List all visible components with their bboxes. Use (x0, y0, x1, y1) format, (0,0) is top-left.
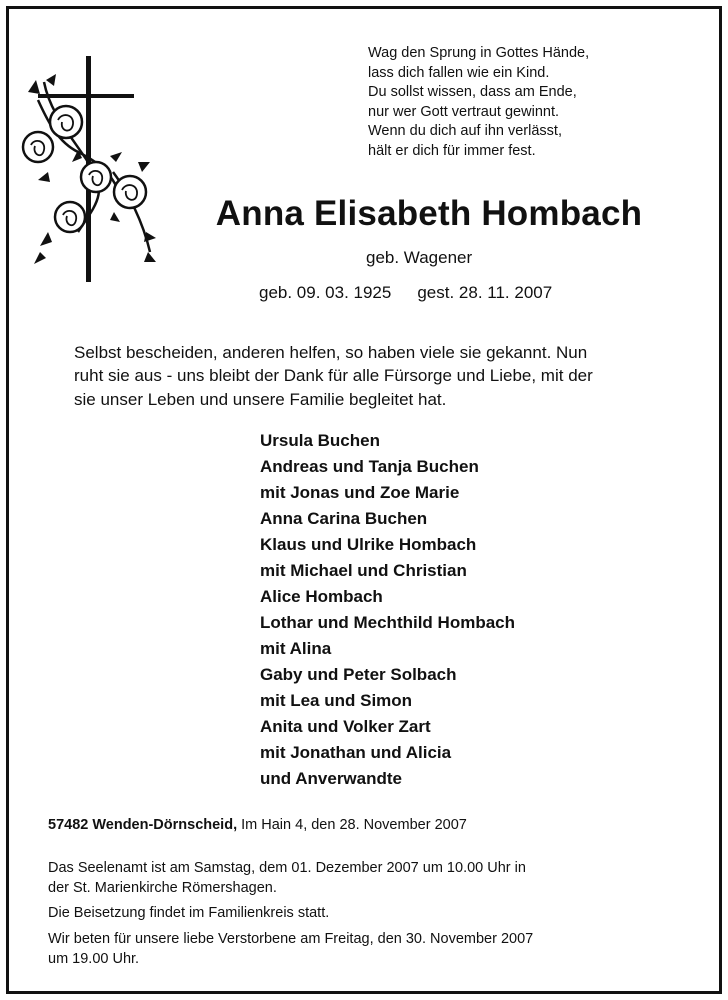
mourner-line: Klaus und Ulrike Hombach (260, 535, 477, 554)
notice-line: um 19.00 Uhr. (48, 950, 140, 967)
notice-line: Wir beten für unsere liebe Verstorbene am Freitag, den 30. November 2007 (48, 931, 534, 947)
place-and-date (48, 817, 467, 833)
place-address-date: Im Hain 4, den 28. November 2007 (237, 817, 467, 833)
birth-date: geb. 09. 03. 1925 (259, 283, 392, 302)
mourners-list (260, 428, 515, 792)
cross-with-roses-icon (18, 52, 168, 284)
mourner-line: mit Lea und Simon (260, 691, 413, 710)
mourner-line: mit Alina (260, 639, 332, 658)
mourner-line: Gaby und Peter Solbach (260, 665, 457, 684)
tribute-line: ruht sie aus - uns bleibt der Dank für alle Fürsorge und Liebe, mit der (74, 366, 593, 386)
death-date: gest. 28. 11. 2007 (417, 283, 553, 302)
poem-line: lass dich fallen wie ein Kind. (368, 64, 550, 81)
maiden-name: geb. Wagener (366, 248, 473, 267)
poem-line: nur wer Gott vertraut gewinnt. (368, 103, 559, 120)
poem-line: hält er dich für immer fest. (368, 142, 536, 159)
poem-line: Wag den Sprung in Gottes Hände, (368, 45, 590, 61)
notice-line: Das Seelenamt ist am Samstag, dem 01. Dezember 2007 um 10.00 Uhr in (48, 860, 526, 876)
mourner-line: Alice Hombach (260, 587, 383, 606)
poem-line: Du sollst wissen, dass am Ende, (368, 84, 577, 101)
mourner-line: mit Michael und Christian (260, 561, 467, 580)
notice-line: der St. Marienkirche Römershagen. (48, 879, 277, 896)
tribute-text (74, 341, 674, 411)
poem (368, 44, 589, 162)
place-town: 57482 Wenden-Dörnscheid, (48, 817, 238, 833)
deceased-name: Anna Elisabeth Hombach (215, 194, 643, 233)
mourner-line: mit Jonas und Zoe Marie (260, 483, 460, 502)
mourner-line: Andreas und Tanja Buchen (260, 457, 479, 476)
mourner-line: Lothar und Mechthild Hombach (260, 613, 515, 632)
tribute-line: Selbst bescheiden, anderen helfen, so haben viele sie gekannt. Nun (74, 343, 588, 362)
requiem-notice (48, 859, 526, 898)
mourner-line: Anita und Volker Zart (260, 717, 431, 736)
poem-line: Wenn du dich auf ihn verlässt, (368, 123, 562, 140)
mourner-line: und Anverwandte (260, 769, 402, 788)
burial-notice (48, 904, 329, 924)
notice-line: Die Beisetzung findet im Familienkreis statt. (48, 905, 330, 921)
prayer-notice (48, 930, 533, 969)
mourner-line: Ursula Buchen (260, 431, 380, 450)
life-dates (259, 283, 552, 303)
mourner-line: Anna Carina Buchen (260, 509, 428, 528)
tribute-line: sie unser Leben und unsere Familie begleitet hat. (74, 389, 447, 409)
mourner-line: mit Jonathan und Alicia (260, 743, 452, 762)
